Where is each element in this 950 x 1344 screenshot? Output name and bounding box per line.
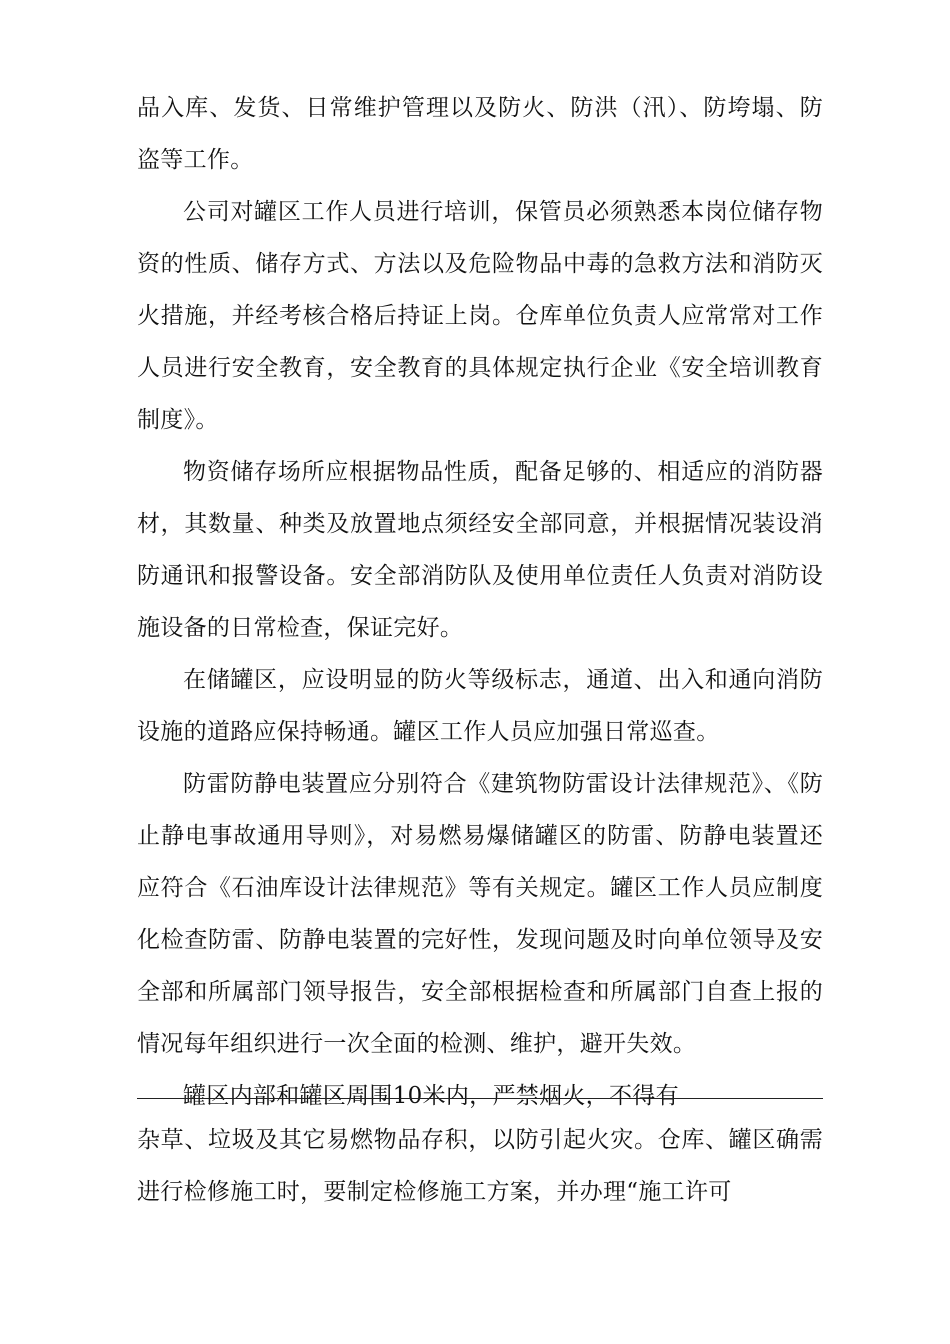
page-divider [137, 1098, 823, 1099]
paragraph-6: 罐区内部和罐区周围10米内，严禁烟火，不得有 [183, 1083, 679, 1109]
continuation-paragraph: 杂草、垃圾及其它易燃物品存积，以防引起火灾。仓库、罐区确需进行检修施工时，要制定检修施工方案，并办理“施工许可 [137, 1127, 823, 1205]
document-body [137, 82, 823, 1122]
paragraph-4: 在储罐区，应设明显的防火等级标志，通道、出入和通向消防设施的道路应保持畅通。罐区工作人员应加强日常巡查。 [137, 667, 823, 745]
paragraph-5: 防雷防静电装置应分别符合《建筑物防雷设计法律规范》、《防止静电事故通用导则》，对易燃易爆储罐区的防雷、防静电装置还应符合《石油库设计法律规范》等有关规定。罐区工作人员应制度化检查防雷、防静电装置的完好性，发现问题及时向单位领导及安全部和所属部门领导报告，安全部根据检查和所属部门自查上报的情况每年组织进行一次全面的检测、维护，避开失效。 [137, 771, 823, 1057]
paragraph-2: 公司对罐区工作人员进行培训，保管员必须熟悉本岗位储存物资的性质、储存方式、方法以及危险物品中毒的急救方法和消防灭火措施，并经考核合格后持证上岗。仓库单位负责人应常常对工作人员进行安全教育，安全教育的具体规定执行企业《安全培训教育制度》。 [137, 199, 823, 433]
paragraph-3: 物资储存场所应根据物品性质，配备足够的、相适应的消防器材，其数量、种类及放置地点须经安全部同意，并根据情况装设消防通讯和报警设备。安全部消防队及使用单位责任人负责对消防设施设备的日常检查，保证完好。 [137, 459, 823, 641]
paragraph-1: 品入库、发货、日常维护管理以及防火、防洪（汛）、防垮塌、防盗等工作。 [137, 95, 823, 173]
continuation-body [137, 1114, 823, 1218]
